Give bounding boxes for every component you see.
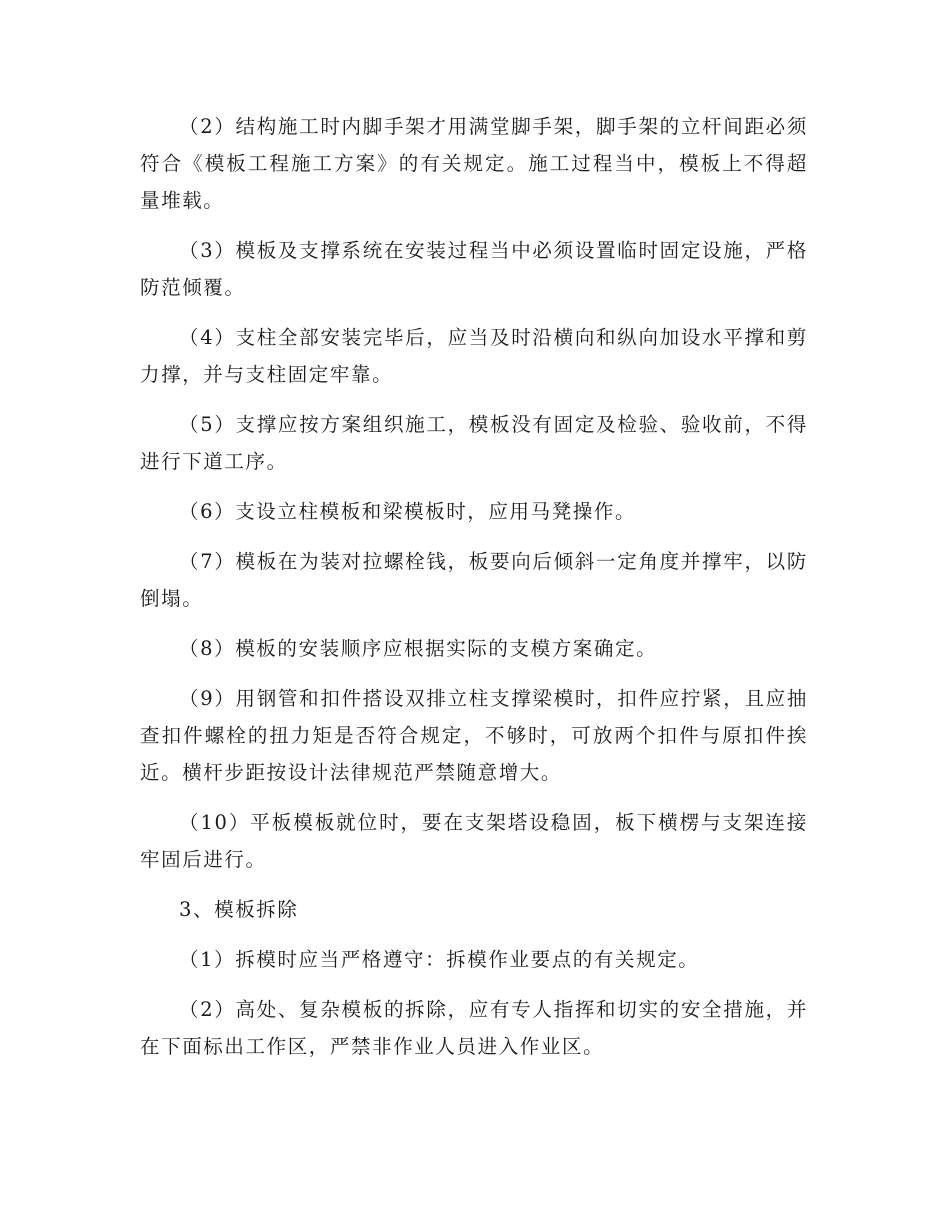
paragraph-item-4: （4）支柱全部安装完毕后，应当及时沿横向和纵向加设水平撑和剪力撑，并与支柱固定牢靠。 (140, 326, 808, 386)
paragraph-item-9: （9）用钢管和扣件搭设双排立柱支撑梁模时，扣件应拧紧，且应抽查扣件螺栓的扭力矩是否符合规定，不够时，可放两个扣件与原扣件挨近。横杆步距按设计法律规范严禁随意增大。 (140, 687, 808, 784)
removal-item-1: （1）拆模时应当严格遵守：拆模作业要点的有关规定。 (179, 948, 700, 971)
section-heading-formwork-removal: 3、模板拆除 (179, 898, 299, 921)
paragraph-item-6: （6）支设立柱模板和梁模板时，应用马凳操作。 (179, 500, 637, 523)
paragraph-item-2: （2）结构施工时内脚手架才用满堂脚手架，脚手架的立杆间距必须符合《模板工程施工方案》的有关规定。施工过程当中，模板上不得超量堆载。 (140, 115, 808, 212)
removal-item-2: （2）高处、复杂模板的拆除，应有专人指挥和切实的安全措施，并在下面标出工作区，严禁非作业人员进入作业区。 (140, 998, 808, 1058)
paragraph-item-3: （3）模板及支撑系统在安装过程当中必须设置临时固定设施，严格防范倾覆。 (140, 239, 808, 299)
paragraph-item-8: （8）模板的安装顺序应根据实际的支模方案确定。 (179, 637, 658, 660)
paragraph-item-7: （7）模板在为装对拉螺栓钱，板要向后倾斜一定角度并撑牢，以防倒塌。 (140, 550, 808, 610)
paragraph-item-10: （10）平板模板就位时，要在支架塔设稳固，板下横楞与支架连接牢固后进行。 (140, 811, 808, 871)
paragraph-item-5: （5）支撑应按方案组织施工，模板没有固定及检验、验收前，不得进行下道工序。 (140, 413, 808, 473)
document-body (140, 108, 808, 1078)
